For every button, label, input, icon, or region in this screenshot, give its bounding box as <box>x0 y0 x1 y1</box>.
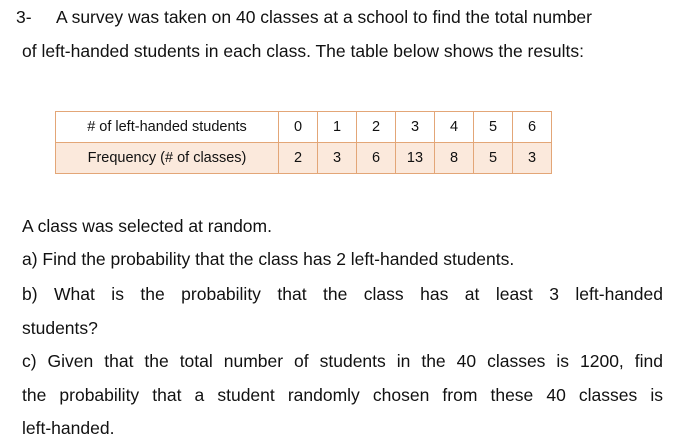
students-cell: 0 <box>279 112 318 143</box>
students-cell: 2 <box>357 112 396 143</box>
question-c-line-3: left-handed. <box>22 418 115 438</box>
frequency-cell: 3 <box>513 143 552 174</box>
students-cell: 6 <box>513 112 552 143</box>
question-c-line-1: c) Given that the total number of students in the 40 classes is 1200, find <box>22 351 663 371</box>
selection-statement: A class was selected at random. <box>22 216 272 236</box>
students-row-header: # of left-handed students <box>56 112 279 143</box>
frequency-cell: 13 <box>396 143 435 174</box>
students-cell: 3 <box>396 112 435 143</box>
problem-number: 3- <box>16 7 32 27</box>
problem-intro-line-1 <box>16 7 666 27</box>
problem-intro-text-1: A survey was taken on 40 classes at a school to find the total number <box>56 7 592 27</box>
question-b-line-1: b) What is the probability that the class has at least 3 left-handed <box>22 284 663 304</box>
frequency-cell: 5 <box>474 143 513 174</box>
students-cell: 1 <box>318 112 357 143</box>
question-a: a) Find the probability that the class has 2 left-handed students. <box>22 249 515 269</box>
students-row <box>56 112 552 143</box>
question-b-line-2: students? <box>22 318 98 338</box>
frequency-cell: 3 <box>318 143 357 174</box>
students-cell: 4 <box>435 112 474 143</box>
frequency-table <box>55 111 552 174</box>
frequency-row <box>56 143 552 174</box>
frequency-cell: 6 <box>357 143 396 174</box>
frequency-row-header: Frequency (# of classes) <box>56 143 279 174</box>
frequency-cell: 2 <box>279 143 318 174</box>
problem-intro-line-2: of left-handed students in each class. The table below shows the results: <box>22 41 584 61</box>
frequency-cell: 8 <box>435 143 474 174</box>
question-c-line-2: the probability that a student randomly chosen from these 40 classes is <box>22 385 663 405</box>
students-cell: 5 <box>474 112 513 143</box>
